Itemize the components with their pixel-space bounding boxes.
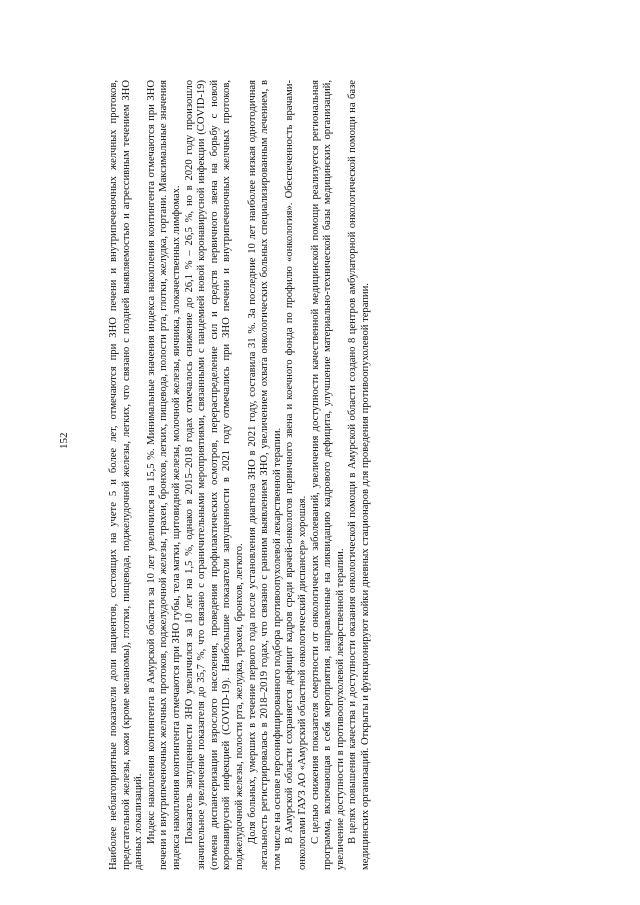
- paragraph-2: Индекс накопления контингента в Амурской области за 10 лет увеличился на 15,5 %. Минимальные значения индекса накопления контингента отмечаются при ЗНО печени и внутрипеченочных желчных протоков, поджелудочной железы, трахеи, бронхов, легких, пищевода, полости рта, глотки, желудка, гортани. Максимальные значения индекса накопления контингента отмечаются при ЗНО губы, тела матки, щитовидной железы, молочной железы, яичника, злокачественных лимфомах.: [145, 80, 182, 870]
- paragraph-7: В целях повышения качества и доступности оказания онкологической помощи в Амурской области создано 8 центров амбулаторной онкологической помощи на базе медицинских организаций. Открыты и функционируют койки дневных стационаров для проведения противоопухолевой терапии.: [347, 80, 371, 870]
- page-number: 152: [58, 432, 70, 449]
- paragraph-4: Доля больных, умерших в течение первого года после установления диагноза ЗНО в 2021 году, составила 31 %. За последние 10 лет наиболее низкая однотодичная летальность регистрировалась в 2018–2019 годах, что связано с ранним выявлением ЗНО, увеличением охвата онкологических больных специализированным лечением, в том числе на основе персонифицированного подбора противоопухолевой лекарственной терапии.: [246, 80, 283, 870]
- rotated-text-block: [108, 80, 372, 870]
- paragraph-5: В Амурской области сохраняется дефицит кадров среди врачей-онкологов первичного звена и коечного фонда по профилю «онкология». Обеспеченность врачами-онкологами ГАУЗ АО «Амурский областной онкологический диспансер» хорошая.: [284, 80, 308, 870]
- paragraph-3: Показатель запущенности ЗНО увеличился за 10 лет на 1,5 %, однако в 2015–2018 годах отмечалось снижение до 26,1 % – 26,5 %, но в 2020 году произошло значительное увеличение показателя до 35,7 %, что связано с ограничительными мероприятиями, связанными с пандемией новой коронавирусной инфекции (COVID-19) (отмена диспансеризации взрослого населения, проведения профилактических осмотров, перераспределение сил и средств первичного звена на борьбу с новой коронавирусной инфекцией (COVID-19). Наибольшие показатели запущенности в 2021 году отмечались при ЗНО печени и внутрипеченочных желчных протоков, поджелудочной железы, полости рта, желудка, трахеи, бронхов, легкого.: [183, 80, 245, 870]
- paragraph-6: С целью снижения показателя смертности от онкологических заболеваний, увеличения доступности качественной медицинской помощи реализуется региональная программа, включающая в себя мероприятия, направленные на ликвидацию кадрового дефицита, улучшение материально-технической базы медицинских организаций, увеличение доступности в противоопухолевой лекарственной терапии.: [309, 80, 346, 870]
- paragraph-1: Наиболее неблагоприятные показатели доли пациентов, состоящих на учете 5 и более лет, отмечаются при ЗНО печени и внутрипеченочных желчных протоков, предстательной железы, кожи (кроме меланомы), глотки, пищевода, поджелудочной железы, легких, что связано с поздней выявляемостью и агрессивным течением ЗНО данных локализаций.: [108, 80, 145, 870]
